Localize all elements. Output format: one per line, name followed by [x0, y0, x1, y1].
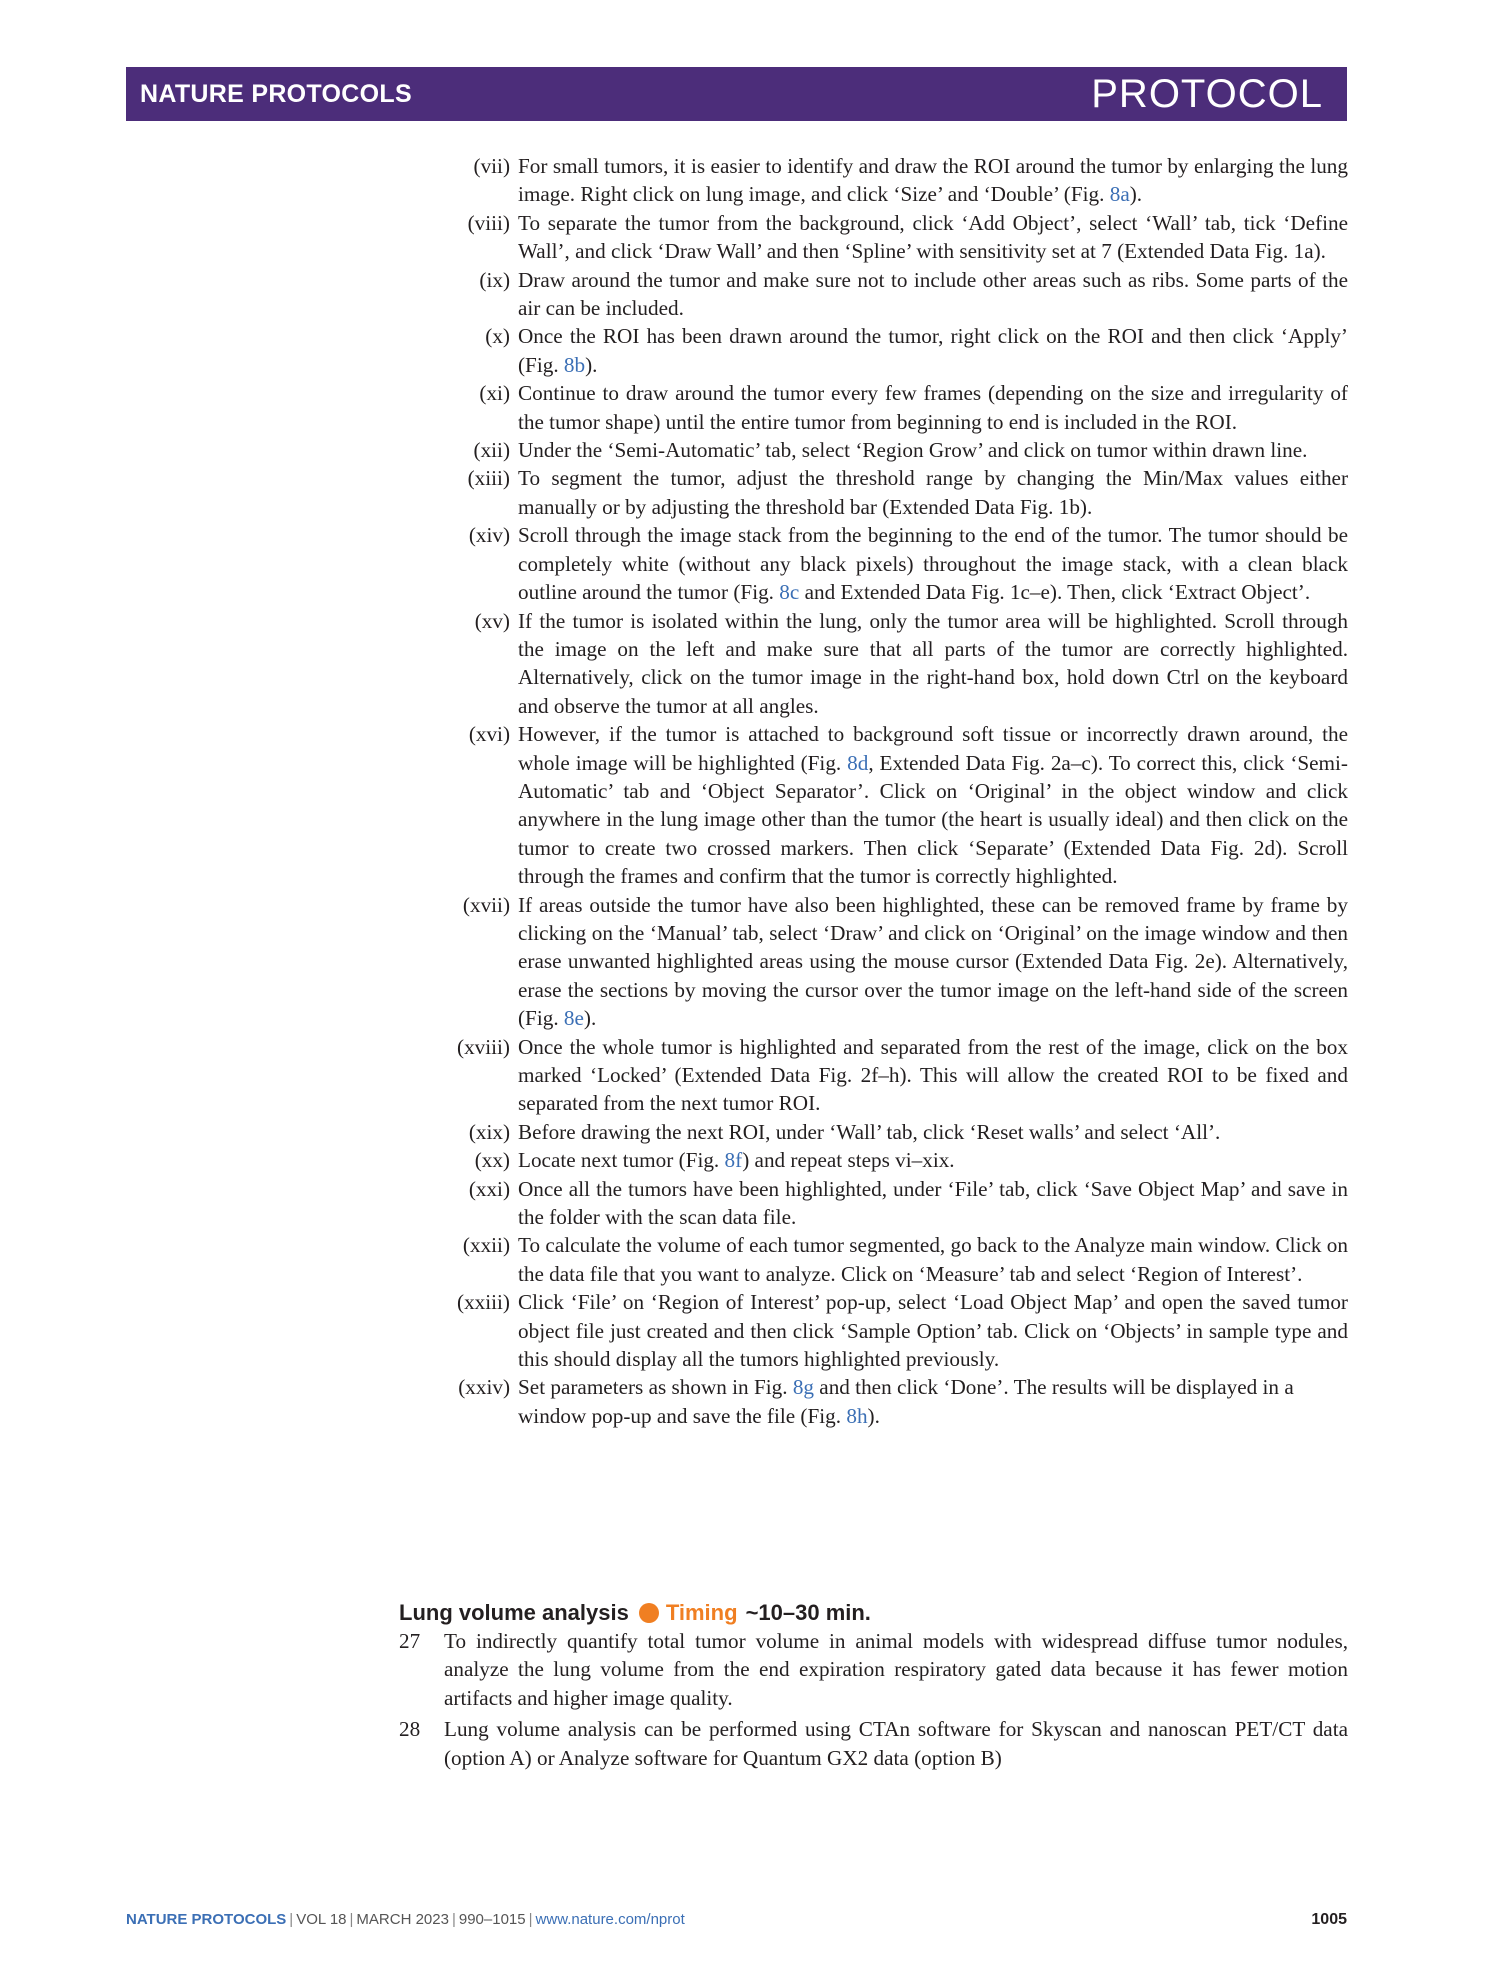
substep-item — [454, 891, 1348, 1033]
footer-volume: VOL 18 — [296, 1911, 347, 1928]
substep-text — [518, 209, 1348, 266]
text-segment: Before drawing the next ROI, under ‘Wall’ tab, click ‘Reset walls’ and select ‘All’. — [518, 1119, 1221, 1144]
substep-item — [454, 152, 1348, 209]
step-number: 27 — [399, 1629, 421, 1653]
step-text: Lung volume analysis can be performed using CTAn software for Skyscan and nanoscan PET/CT data (option A) or Analyze software for Quantum GX2 data (option B) — [444, 1717, 1348, 1770]
text-segment: and then click ‘Done’. The results will be displayed in a window pop-up and save the file (Fig. — [518, 1375, 1294, 1428]
text-segment: ). — [583, 1006, 597, 1031]
figure-link[interactable]: 8h — [846, 1403, 868, 1428]
footer-url-link[interactable]: www.nature.com/nprot — [535, 1911, 685, 1928]
text-segment: Locate next tumor (Fig. — [518, 1148, 725, 1173]
procedure-step — [399, 1627, 1348, 1712]
section-title: Lung volume analysis — [399, 1600, 629, 1625]
substep-number: (x) — [485, 324, 510, 349]
substep-text — [518, 1231, 1348, 1288]
substep-text — [518, 152, 1348, 209]
substep-text — [518, 464, 1348, 521]
text-segment: ). — [1129, 182, 1143, 207]
substep-item — [454, 521, 1348, 606]
substep-item — [454, 1373, 1348, 1430]
substep-text — [518, 1175, 1348, 1232]
text-segment: For small tumors, it is easier to identify and draw the ROI around the tumor by enlarging the lung image. Right click on lung image, and click ‘Size’ and ‘Double’ (Fig. — [518, 154, 1348, 207]
text-segment: Once the whole tumor is highlighted and separated from the rest of the image, click on the box marked ‘Locked’ (Extended Data Fig. 2f–h). This will allow the created ROI to be fixed and separated from the next tumor ROI. — [518, 1034, 1348, 1116]
substep-text — [518, 1118, 1348, 1146]
substep-text — [518, 1288, 1348, 1373]
substep-item — [454, 266, 1348, 323]
substep-item — [454, 379, 1348, 436]
text-segment: and Extended Data Fig. 1c–e). Then, click ‘Extract Object’. — [799, 580, 1311, 605]
substep-item — [454, 1118, 1348, 1146]
step-text: To indirectly quantify total tumor volume in animal models with widespread diffuse tumor nodules, analyze the lung volume from the end expiration respiratory gated data because it has fewer motion artifacts and higher image quality. — [444, 1629, 1348, 1710]
substep-number: (xxii) — [462, 1233, 510, 1258]
text-segment: Draw around the tumor and make sure not to include other areas such as ribs. Some parts of the air can be included. — [518, 267, 1348, 321]
text-segment: To separate the tumor from the background, click ‘Add Object’, select ‘Wall’ tab, tick ‘Define Wall’, and click ‘Draw Wall’ and then ‘Spline’ with sensitivity set at 7 (Extended Data Fig. 1a). — [518, 210, 1348, 264]
substep-item — [454, 1033, 1348, 1118]
figure-link[interactable]: 8c — [779, 580, 800, 605]
figure-link[interactable]: 8b — [563, 352, 586, 377]
section-heading — [399, 1600, 871, 1626]
substep-number: (xix) — [468, 1119, 510, 1144]
substep-text — [518, 1146, 1348, 1174]
substep-number: (xxiii) — [457, 1290, 510, 1315]
text-segment: To calculate the volume of each tumor segmented, go back to the Analyze main window. Click on the data file that you want to analyze. Click on ‘Measure’ tab and select ‘Region of Interest’. — [518, 1233, 1348, 1286]
text-segment: If the tumor is isolated within the lung, only the tumor area will be highlighted. Scroll through the image on the left and make sure that all parts of the tumor are correctly highlighted. Alternatively, click on the tumor image in the right-hand box, hold down Ctrl on the keyboard and observe the tumor at all angles. — [518, 608, 1348, 718]
text-segment: Scroll through the image stack from the beginning to the end of the tumor. The tumor should be completely white (without any black pixels) throughout the image stack, with a clean black outline around the tumor (Fig. — [518, 523, 1348, 605]
substep-number: (xxiv) — [458, 1375, 510, 1400]
text-segment: Under the ‘Semi-Automatic’ tab, select ‘Region Grow’ and click on tumor within drawn line. — [518, 438, 1308, 463]
figure-link[interactable]: 8e — [563, 1006, 584, 1031]
substep-text — [518, 1373, 1348, 1430]
substep-number: (xvii) — [462, 892, 510, 917]
substep-number: (xii) — [473, 438, 510, 463]
figure-link[interactable]: 8g — [792, 1375, 814, 1400]
substep-item — [454, 720, 1348, 890]
step-number: 28 — [399, 1717, 421, 1742]
substep-text — [518, 379, 1348, 436]
text-segment: ). — [585, 352, 598, 377]
substep-number: (ix) — [479, 267, 510, 292]
substep-text — [518, 891, 1348, 1033]
substep-text — [518, 720, 1348, 890]
text-segment: To segment the tumor, adjust the threshold range by changing the Min/Max values either manually or by adjusting the threshold bar (Extended Data Fig. 1b). — [518, 466, 1348, 519]
substep-number: (vii) — [473, 154, 510, 178]
substep-text — [518, 436, 1348, 464]
journal-name: NATURE PROTOCOLS — [140, 79, 412, 108]
substep-item — [454, 464, 1348, 521]
procedure-step — [399, 1715, 1348, 1772]
text-segment: Click ‘File’ on ‘Region of Interest’ pop-up, select ‘Load Object Map’ and open the saved tumor object file just created and then click ‘Sample Option’ tab. Click on ‘Objects’ in sample type and this should display all the tumors highlighted previously. — [518, 1290, 1348, 1372]
text-segment: ) and repeat steps vi–xix. — [742, 1148, 955, 1173]
timing-label: Timing — [665, 1600, 738, 1625]
figure-link[interactable]: 8d — [847, 750, 869, 775]
footer-pages: 990–1015 — [458, 1911, 526, 1928]
figure-link[interactable]: 8a — [1109, 182, 1130, 207]
substep-item — [454, 436, 1348, 464]
substep-number: (xxi) — [468, 1176, 510, 1201]
footer-citation: NATURE PROTOCOLS | VOL 18 | MARCH 2023 | 990–1015 | www.nature.com/nprot — [126, 1911, 685, 1928]
text-segment: Set parameters as shown in Fig. — [518, 1375, 793, 1400]
substep-number: (xiii) — [467, 466, 510, 491]
procedure-steps — [399, 1627, 1348, 1775]
substep-item — [454, 607, 1348, 721]
text-segment: ). — [867, 1403, 880, 1428]
substep-text — [518, 607, 1348, 721]
substep-number: (xvi) — [468, 722, 510, 747]
text-segment: However, if the tumor is attached to background soft tissue or incorrectly drawn around, the whole image will be highlighted (Fig. — [518, 722, 1348, 775]
substep-number: (xviii) — [457, 1034, 510, 1059]
timing-icon — [639, 1603, 659, 1623]
substep-number: (xv) — [474, 608, 510, 633]
substep-number: (xi) — [479, 381, 510, 406]
footer-date: MARCH 2023 — [356, 1911, 449, 1928]
figure-link[interactable]: 8f — [724, 1148, 743, 1173]
journal-header-bar — [126, 67, 1347, 121]
substep-text — [518, 322, 1348, 379]
substep-item — [454, 1175, 1348, 1232]
timing-value: ~10–30 min. — [745, 1600, 871, 1625]
substep-item — [454, 1231, 1348, 1288]
page-number: 1005 — [1311, 1911, 1347, 1928]
substep-number: (viii) — [467, 210, 510, 235]
substep-number: (xiv) — [468, 523, 510, 548]
text-segment: Once the ROI has been drawn around the tumor, right click on the ROI and then click ‘Apply’ (Fig. — [518, 324, 1348, 377]
page-footer — [126, 1911, 1347, 1929]
substep-list — [454, 152, 1348, 1430]
text-segment: Once all the tumors have been highlighted, under ‘File’ tab, click ‘Save Object Map’ and save in the folder with the scan data file. — [518, 1176, 1348, 1230]
text-segment: , Extended Data Fig. 2a–c). To correct this, click ‘Semi-Automatic’ tab and ‘Object Separator’. Click on ‘Original’ in the object window and click anywhere in the lung image other than the tumor (the heart is usually ideal) and then click on the tumor to create two crossed markers. Then click ‘Separate’ (Extended Data Fig. 2d). Scroll through the frames and confirm that the tumor is correctly highlighted. — [518, 750, 1348, 889]
substep-text — [518, 1033, 1348, 1118]
substep-item — [454, 1288, 1348, 1373]
substep-item — [454, 209, 1348, 266]
substep-item — [454, 322, 1348, 379]
substep-text — [518, 266, 1348, 323]
text-segment: If areas outside the tumor have also been highlighted, these can be removed frame by frame by clicking on the ‘Manual’ tab, select ‘Draw’ and click on ‘Original’ on the image window and then erase unwanted highlighted areas using the mouse cursor (Extended Data Fig. 2e). Alternatively, erase the sections by moving the cursor over the tumor image on the left-hand side of the screen (Fig. — [518, 892, 1348, 1031]
substep-number: (xx) — [474, 1148, 510, 1173]
article-type: PROTOCOL — [1091, 71, 1323, 116]
substep-text — [518, 521, 1348, 606]
substep-item — [454, 1146, 1348, 1174]
text-segment: Continue to draw around the tumor every few frames (depending on the size and irregularity of the tumor shape) until the entire tumor from beginning to end is included in the ROI. — [518, 381, 1348, 434]
footer-journal: NATURE PROTOCOLS — [126, 1911, 287, 1928]
